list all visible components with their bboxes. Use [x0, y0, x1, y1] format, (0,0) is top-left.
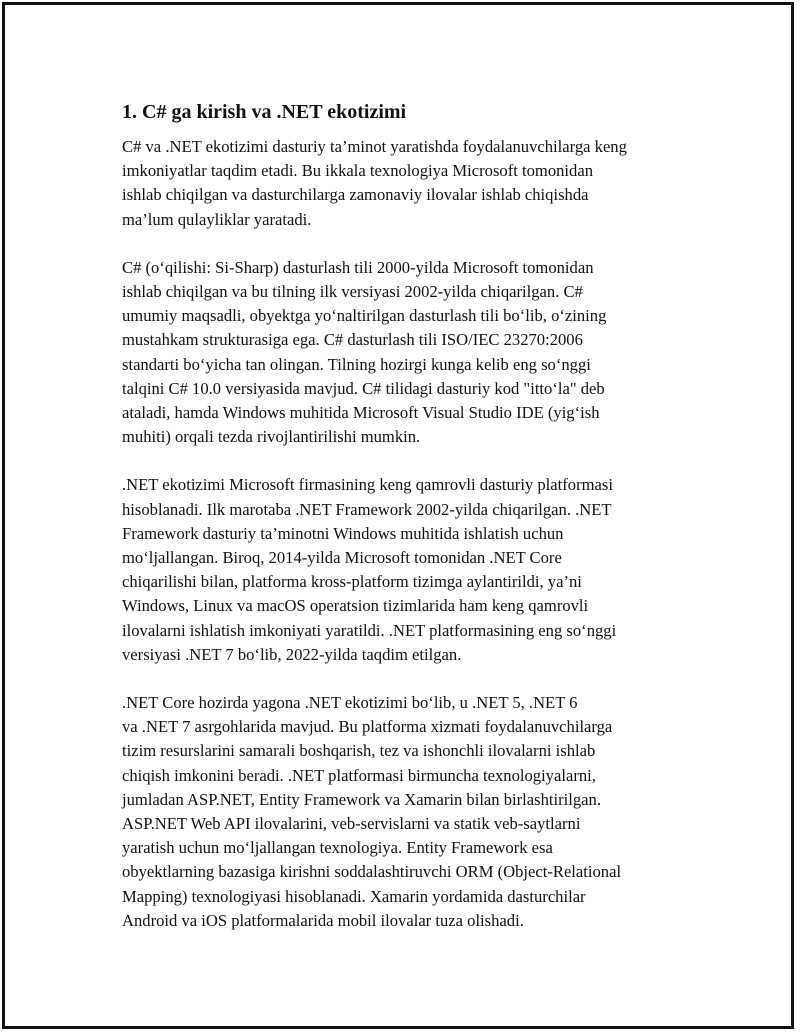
- text-line: ma’lum qulayliklar yaratadi.: [122, 209, 312, 229]
- paragraph-list: [120, 135, 690, 933]
- text-line: Windows, Linux va macOS operatsion tizimlarida ham keng qamrovli: [122, 596, 589, 616]
- text-line: muhiti) orqali tezda rivojlantirilishi mumkin.: [122, 427, 421, 447]
- text-line: jumladan ASP.NET, Entity Framework va Xamarin bilan birlashtirilgan.: [122, 789, 601, 809]
- text-line: Framework dasturiy ta’minotni Windows muhitida ishlatish uchun: [122, 523, 564, 543]
- section-heading: 1. C# ga kirish va .NET ekotizimi: [122, 101, 407, 123]
- text-line: talqini C# 10.0 versiyasida mavjud. C# tilidagi dasturiy kod "itto‘la" deb: [122, 378, 605, 398]
- text-line: ASP.NET Web API ilovalarini, veb-servislarni va statik veb-saytlarni: [122, 814, 581, 834]
- text-line: Android va iOS platformalarida mobil ilovalar tuza olishadi.: [122, 910, 524, 930]
- text-line: ishlab chiqilgan va bu tilning ilk versiyasi 2002-yilda chiqarilgan. C#: [122, 282, 583, 302]
- text-line: chiqish imkonini beradi. .NET platformasi birmuncha texnologiyalarni,: [122, 765, 596, 785]
- paragraph: [122, 691, 690, 933]
- text-line: ishlab chiqilgan va dasturchilarga zamonaviy ilovalar ishlab chiqishda: [122, 185, 589, 205]
- document-body: [120, 98, 690, 957]
- page-frame: [2, 2, 794, 1029]
- text-line: ilovalarni ishlatish imkoniyati yaratildi. .NET platformasining eng so‘nggi: [122, 620, 617, 640]
- text-line: va .NET 7 asrgohlarida mavjud. Bu platforma xizmati foydalanuvchilarga: [122, 717, 613, 737]
- text-line: hisoblanadi. Ilk marotaba .NET Framework 2002-yilda chiqarilgan. .NET: [122, 499, 612, 519]
- text-line: versiyasi .NET 7 bo‘lib, 2022-yilda taqdim etilgan.: [122, 644, 462, 664]
- text-line: tizim resurslarini samarali boshqarish, tez va ishonchli ilovalarni ishlab: [122, 741, 596, 761]
- text-line: obyektlarning bazasiga kirishni soddalashtiruvchi ORM (Object-Relational: [122, 862, 622, 882]
- text-line: mustahkam strukturasiga ega. C# dasturlash tili ISO/IEC 23270:2006: [122, 330, 583, 350]
- paragraph: [122, 473, 690, 667]
- text-line: C# va .NET ekotizimi dasturiy ta’minot yaratishda foydalanuvchilarga keng: [122, 137, 627, 156]
- text-line: mo‘ljallangan. Biroq, 2014-yilda Microsoft tomonidan .NET Core: [122, 548, 562, 568]
- text-line: .NET ekotizimi Microsoft firmasining keng qamrovli dasturiy platformasi: [122, 475, 613, 495]
- text-line: chiqarilishi bilan, platforma kross-platform tizimga aylantirildi, ya’ni: [122, 572, 582, 592]
- text-line: imkoniyatlar taqdim etadi. Bu ikkala texnologiya Microsoft tomonidan: [122, 161, 593, 181]
- text-line: C# (o‘qilishi: Si-Sharp) dasturlash tili 2000-yilda Microsoft tomonidan: [122, 257, 594, 277]
- text-line: ataladi, hamda Windows muhitida Microsoft Visual Studio IDE (yig‘ish: [122, 403, 600, 423]
- text-line: umumiy maqsadli, obyektga yo‘naltirilgan dasturlash tili bo‘lib, o‘zining: [122, 306, 607, 326]
- text-line: standarti bo‘yicha tan olingan. Tilning hozirgi kunga kelib eng so‘nggi: [122, 354, 591, 374]
- text-line: Mapping) texnologiyasi hisoblanadi. Xamarin yordamida dasturchilar: [122, 886, 586, 906]
- text-line: .NET Core hozirda yagona .NET ekotizimi bo‘lib, u .NET 5, .NET 6: [122, 693, 578, 713]
- paragraph: [122, 135, 690, 232]
- paragraph: [122, 256, 690, 450]
- text-line: yaratish uchun mo‘ljallangan texnologiya. Entity Framework esa: [122, 838, 553, 858]
